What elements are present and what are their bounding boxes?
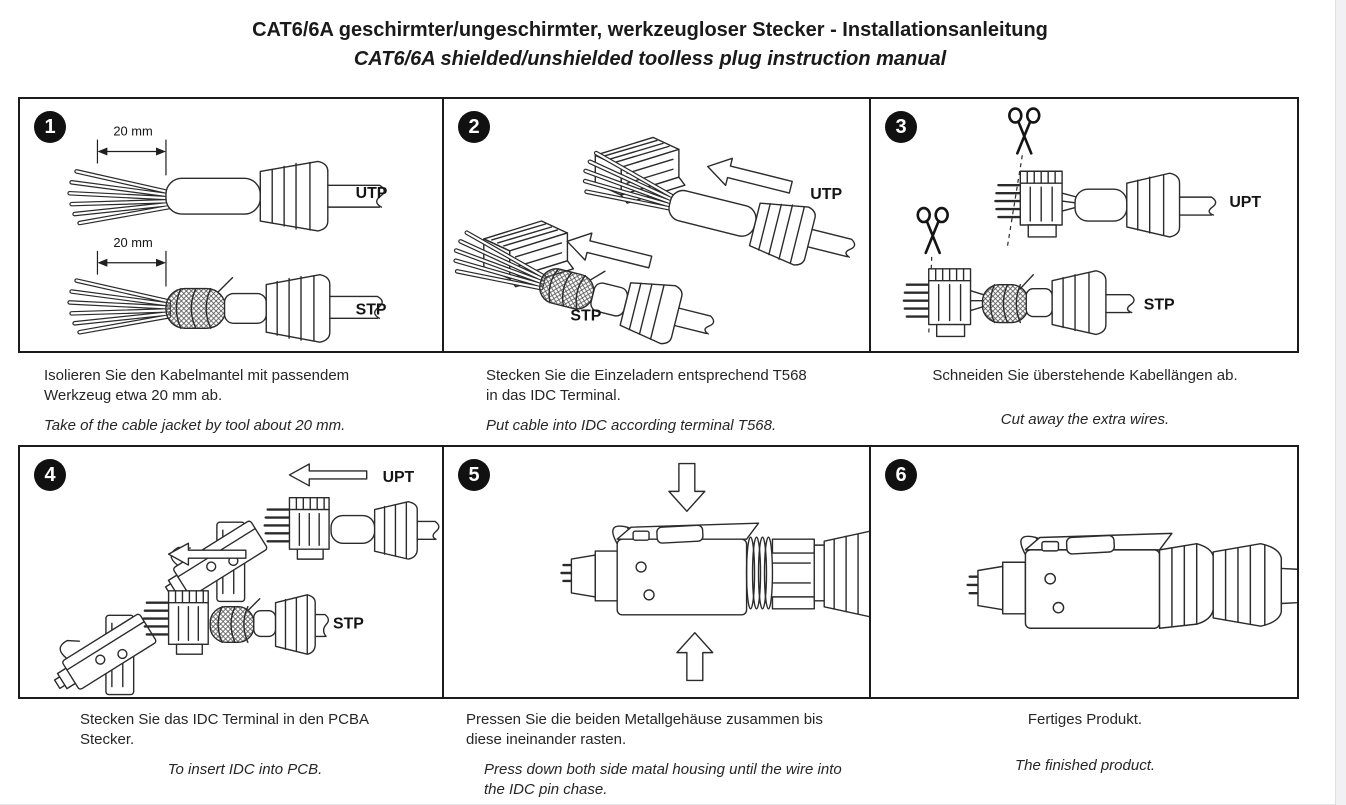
cut-wires-drawing bbox=[871, 99, 1297, 351]
panel-5-caption bbox=[444, 699, 871, 799]
arrow-up-icon bbox=[677, 633, 713, 681]
svg-text:20 mm: 20 mm bbox=[113, 123, 153, 139]
caption-german: Stecken Sie die Einzeladern entsprechend T568 in das IDC Terminal. bbox=[486, 367, 807, 405]
caption-english: Put cable into IDC according terminal T568. bbox=[486, 416, 777, 434]
stp-terminal-cable-drawing bbox=[904, 269, 1175, 337]
arrow-up-left-icon bbox=[704, 153, 794, 201]
insert-idc-drawing bbox=[20, 447, 442, 697]
caption-german: Pressen Sie die beiden Metallgehäuse zusammen bis diese ineinander rasten. bbox=[466, 711, 823, 749]
label-upt: UPT bbox=[1229, 194, 1262, 212]
panel-4-caption bbox=[18, 699, 444, 799]
panel-3-figure bbox=[869, 97, 1299, 353]
vertical-scrollbar[interactable] bbox=[1335, 0, 1346, 805]
caption-english: The finished product. bbox=[1014, 757, 1156, 775]
step-number-badge: 2 bbox=[458, 111, 490, 143]
caption-german: Schneiden Sie überstehende Kabellängen ab. bbox=[932, 367, 1238, 384]
stp-terminal-cable-drawing bbox=[144, 591, 364, 654]
panel-6-caption bbox=[871, 699, 1299, 799]
panel-4-figure bbox=[18, 445, 444, 699]
instruction-grid bbox=[18, 97, 1299, 799]
panel-2-figure bbox=[442, 97, 871, 353]
assembled-plug-drawing bbox=[561, 523, 869, 617]
caption-german: Fertiges Produkt. bbox=[1027, 711, 1143, 728]
stp-cable-drawing bbox=[446, 202, 727, 351]
label-stp: STP bbox=[570, 307, 602, 325]
dimension-20mm-bottom bbox=[97, 235, 166, 287]
label-stp: STP bbox=[1143, 296, 1175, 314]
panel-6-figure bbox=[869, 445, 1299, 699]
upt-terminal-cable-drawing bbox=[995, 171, 1261, 237]
label-stp: STP bbox=[333, 615, 364, 633]
press-housing-drawing bbox=[444, 447, 869, 697]
insert-wires-drawing bbox=[444, 99, 869, 351]
step-number-badge: 1 bbox=[34, 111, 66, 143]
title-english: CAT6/6A shielded/unshielded toolless plug instruction manual bbox=[353, 48, 947, 70]
label-upt: UPT bbox=[382, 468, 415, 486]
caption-english: Take of the cable jacket by tool about 20 mm. bbox=[44, 416, 346, 434]
caption-german: Isolieren Sie den Kabelmantel mit passendem Werkzeug etwa 20 mm ab. bbox=[44, 367, 350, 405]
open-plug-housing-drawing bbox=[40, 600, 174, 697]
step-number-badge: 3 bbox=[885, 111, 917, 143]
assembled-plug-drawing bbox=[968, 533, 1297, 628]
shield-braid-drawing bbox=[166, 289, 226, 329]
arrow-up-left-icon bbox=[564, 228, 654, 276]
shield-braid-drawing bbox=[536, 265, 597, 312]
panel-1-caption bbox=[18, 353, 444, 445]
scissors-icon bbox=[1009, 109, 1039, 154]
caption-english: Cut away the extra wires. bbox=[1000, 411, 1170, 429]
step-number-badge: 4 bbox=[34, 459, 66, 491]
caption-english: To insert IDC into PCB. bbox=[167, 760, 323, 778]
shield-braid-drawing bbox=[210, 607, 254, 643]
svg-text:20 mm: 20 mm bbox=[113, 234, 153, 250]
scissors-icon bbox=[918, 208, 948, 253]
label-stp: STP bbox=[355, 301, 387, 319]
utp-cable-drawing bbox=[70, 124, 388, 231]
arrow-down-icon bbox=[669, 464, 705, 512]
caption-german: Stecken Sie das IDC Terminal in den PCBA Stecker. bbox=[80, 711, 369, 749]
boot-drawing bbox=[260, 161, 328, 231]
upt-terminal-cable-drawing bbox=[265, 498, 439, 559]
strip-cable-drawing bbox=[20, 99, 442, 351]
finished-product-drawing bbox=[871, 447, 1297, 697]
step-number-badge: 5 bbox=[458, 459, 490, 491]
panel-1-figure bbox=[18, 97, 444, 353]
page-title bbox=[0, 16, 1300, 74]
panel-5-figure bbox=[442, 445, 871, 699]
label-utp: UTP bbox=[810, 186, 843, 204]
title-german: CAT6/6A geschirmter/ungeschirmter, werkzeugloser Stecker - Installationsanleitung bbox=[252, 19, 1048, 41]
dimension-20mm-top bbox=[97, 124, 166, 176]
arrow-left-icon bbox=[289, 464, 366, 486]
panel-2-caption bbox=[444, 353, 871, 445]
panel-3-caption bbox=[871, 353, 1299, 445]
label-utp: UTP bbox=[355, 185, 388, 203]
stp-cable-drawing bbox=[70, 235, 387, 342]
step-number-badge: 6 bbox=[885, 459, 917, 491]
caption-english: Press down both side matal housing until the wire into the IDC pin chase. bbox=[484, 760, 842, 798]
